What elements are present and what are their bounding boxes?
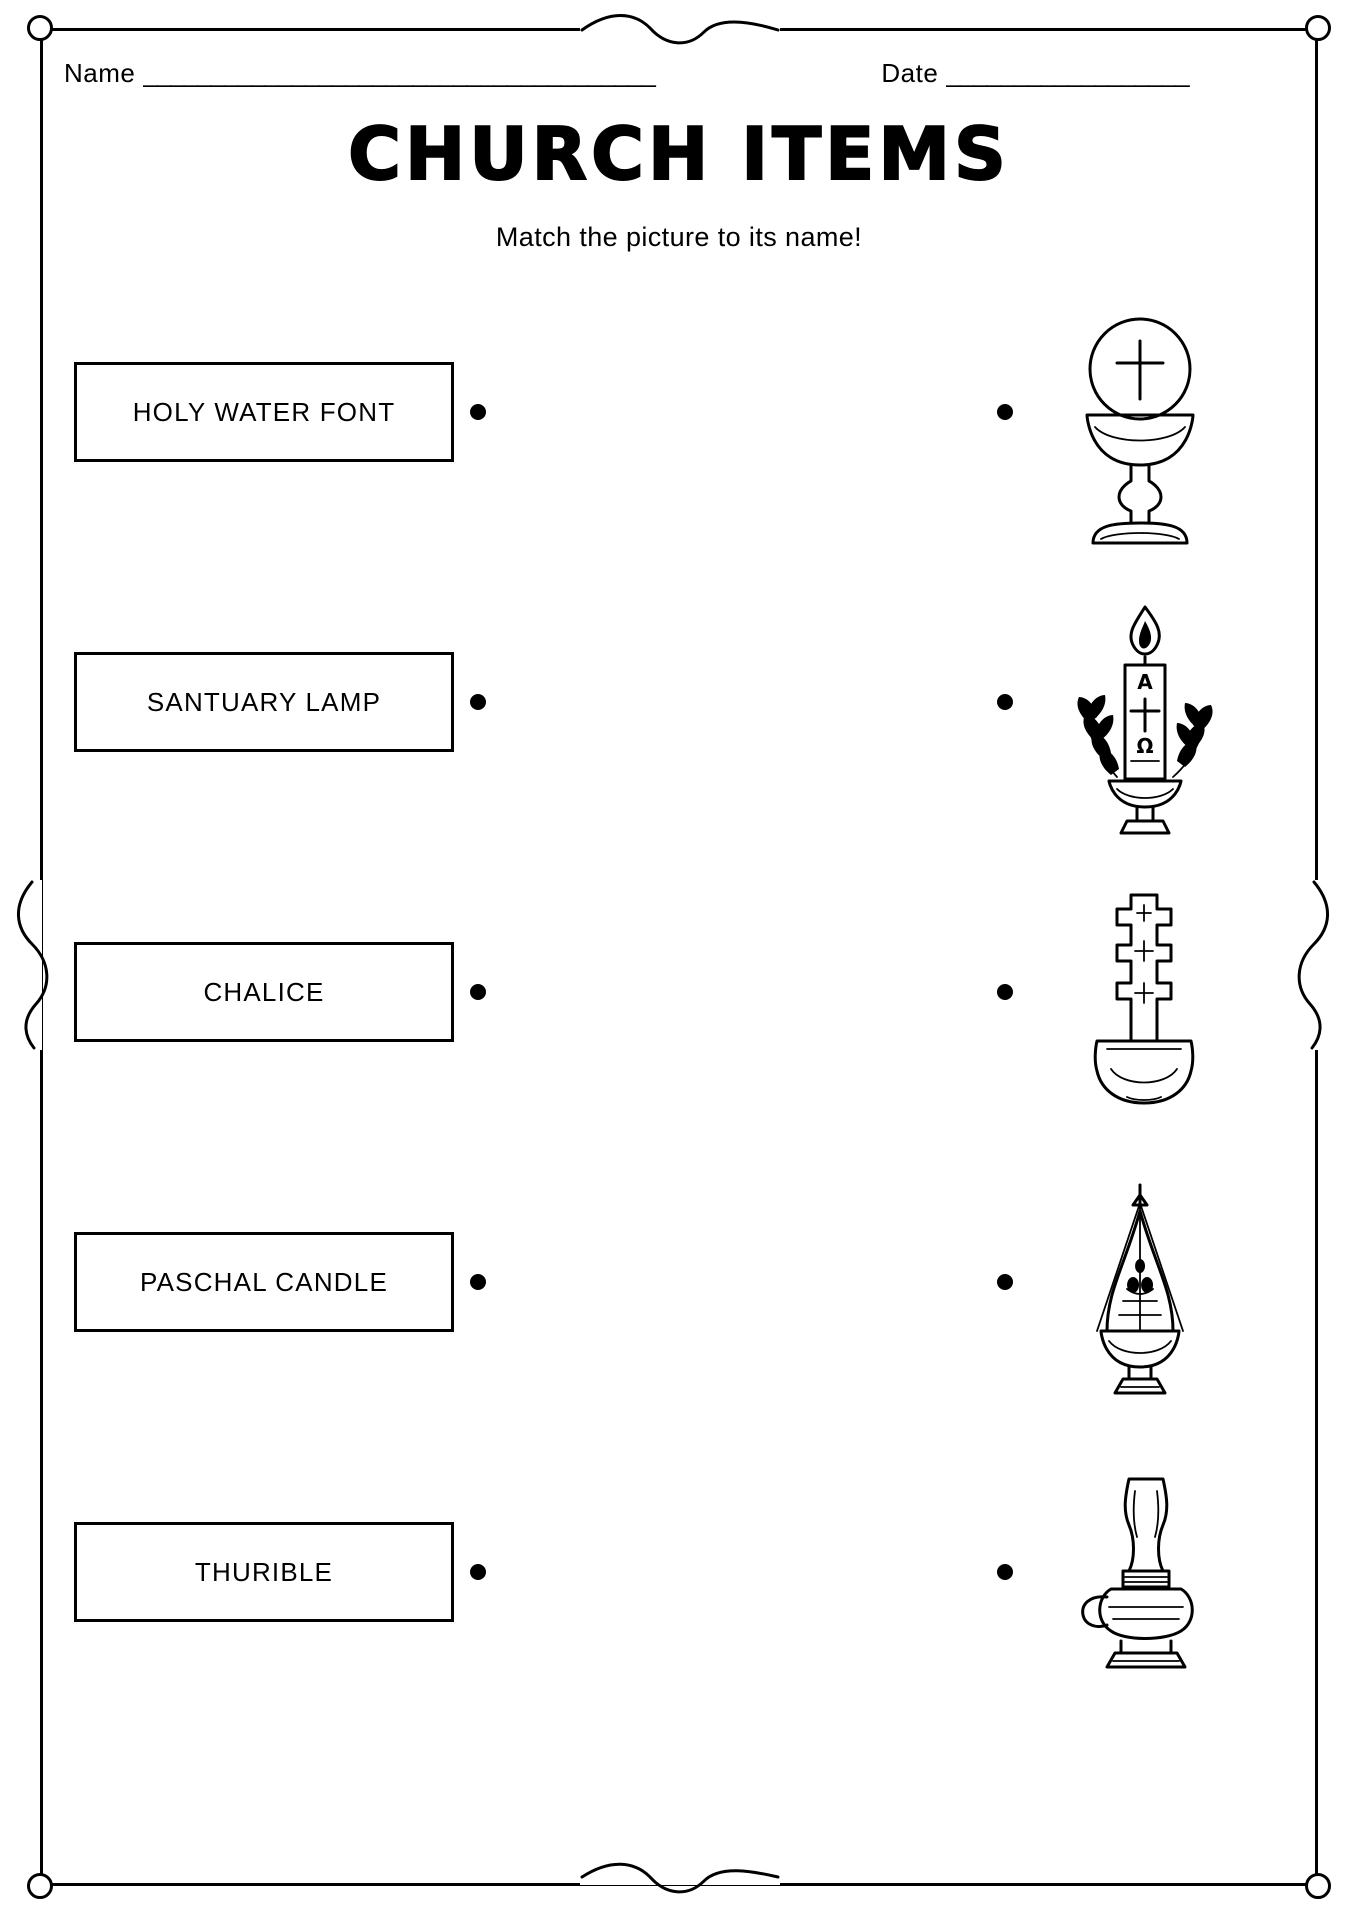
squiggle-top-icon	[580, 8, 780, 57]
svg-text:Ω: Ω	[1136, 734, 1154, 758]
name-label: Name	[64, 58, 136, 88]
match-rows	[0, 300, 1358, 1750]
date-label: Date	[881, 58, 939, 88]
match-row	[0, 1460, 1358, 1750]
answer-box-5[interactable]	[74, 1522, 454, 1622]
match-dot-left-1[interactable]	[470, 404, 486, 420]
squiggle-bottom-icon	[580, 1855, 780, 1904]
match-dot-right-3[interactable]	[997, 984, 1013, 1000]
answer-box-4[interactable]	[74, 1232, 454, 1332]
answer-box-3[interactable]	[74, 942, 454, 1042]
match-row	[0, 300, 1358, 590]
sanctuary-lamp-icon	[1040, 1466, 1240, 1716]
match-dot-left-3[interactable]	[470, 984, 486, 1000]
match-dot-left-2[interactable]	[470, 694, 486, 710]
match-dot-left-5[interactable]	[470, 1564, 486, 1580]
match-row	[0, 1170, 1358, 1460]
corner-circle-top-right	[1305, 15, 1331, 41]
answer-label-5: THURIBLE	[194, 1556, 334, 1587]
answer-label-1: HOLY WATER FONT	[132, 396, 396, 427]
corner-circle-top-left	[27, 15, 53, 41]
chalice-with-host-icon	[1040, 306, 1240, 556]
name-date-row	[64, 58, 1294, 89]
match-dot-right-2[interactable]	[997, 694, 1013, 710]
match-row	[0, 590, 1358, 880]
answer-box-2[interactable]	[74, 652, 454, 752]
thurible-icon	[1040, 1176, 1240, 1426]
answer-label-4: PASCHAL CANDLE	[140, 1266, 388, 1297]
answer-label-3: CHALICE	[203, 976, 325, 1007]
squiggle-right-icon	[1290, 880, 1336, 1055]
match-dot-right-5[interactable]	[997, 1564, 1013, 1580]
paschal-candle-icon	[1040, 596, 1240, 846]
squiggle-left-icon	[10, 880, 56, 1055]
holy-water-font-icon	[1040, 886, 1240, 1136]
corner-circle-bottom-left	[27, 1873, 53, 1899]
answer-box-1[interactable]	[74, 362, 454, 462]
page-subtitle: Match the picture to its name!	[495, 222, 863, 252]
match-dot-right-4[interactable]	[997, 1274, 1013, 1290]
svg-text:A: A	[1137, 670, 1153, 694]
match-row	[0, 880, 1358, 1170]
page-title: CHURCH ITEMS	[348, 112, 1010, 196]
match-dot-left-4[interactable]	[470, 1274, 486, 1290]
date-write-line[interactable]: __________________	[946, 58, 1189, 88]
corner-circle-bottom-right	[1305, 1873, 1331, 1899]
name-write-line[interactable]: ______________________________________	[143, 58, 655, 88]
answer-label-2: SANTUARY LAMP	[146, 686, 382, 717]
match-dot-right-1[interactable]	[997, 404, 1013, 420]
